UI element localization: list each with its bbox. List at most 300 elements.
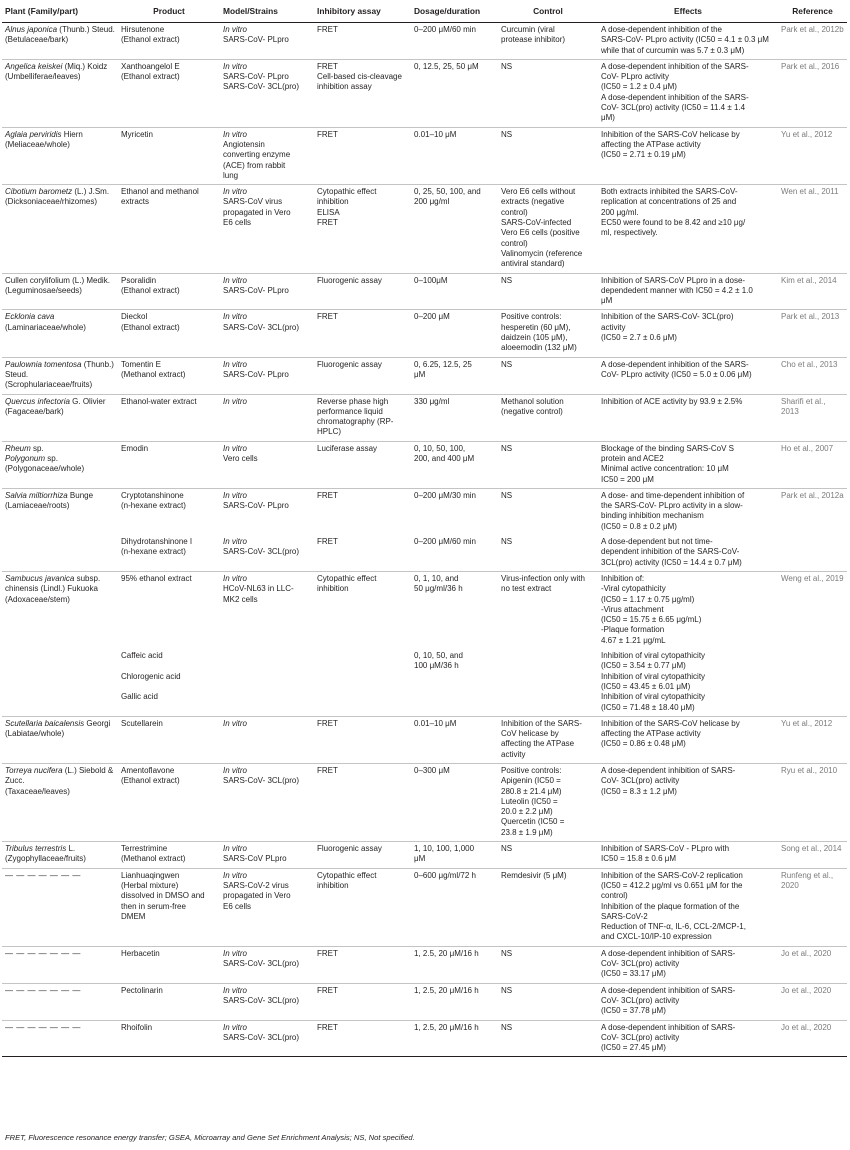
dosage-line: 0–200 μM/60 min — [414, 25, 495, 35]
effects-line: SARS-CoV-2 — [601, 912, 775, 922]
effects-line: A dose-dependent inhibition of SARS- — [601, 1023, 775, 1033]
cell-dosage — [411, 394, 498, 441]
assay-line: Fluorogenic assay — [317, 276, 408, 286]
effects-line: (IC50 = 37.78 μM) — [601, 1006, 775, 1016]
cell-model — [220, 488, 314, 535]
control-line: 23.8 ± 1.9 μM) — [501, 828, 595, 838]
table-row — [2, 488, 847, 535]
product-line: Xanthoangelol E — [121, 62, 217, 72]
cell-control — [498, 394, 598, 441]
cell-control — [498, 946, 598, 983]
control-line: protease inhibitor) — [501, 35, 595, 45]
cell-plant — [2, 59, 118, 127]
cell-effects — [598, 946, 778, 983]
cell-effects — [598, 357, 778, 394]
control-line: NS — [501, 537, 595, 547]
cell-control — [498, 441, 598, 488]
model-invitro: In vitro — [223, 397, 311, 407]
effects-line: Inhibition of viral cytopathicity — [601, 651, 775, 661]
assay-line: FRET — [317, 25, 408, 35]
effects-line: replication at concentrations of 25 and — [601, 197, 775, 207]
plant-family: (Scrophulariaceae/fruits) — [5, 380, 115, 390]
dosage-line: 200 μg/ml — [414, 197, 495, 207]
effects-line: (IC50 = 412.2 μg/ml vs 0.651 μM for the — [601, 881, 775, 891]
reference-link: Park et al., 2012a — [778, 488, 847, 535]
plant-dash: — — — — — — — — [5, 871, 115, 881]
plant-author: (Thunb.) Steud. — [5, 360, 114, 379]
cell-dosage — [411, 185, 498, 273]
dosage-line: 1, 2.5, 20 μM/16 h — [414, 1023, 495, 1033]
effects-line: -Viral cytopathicity — [601, 584, 775, 594]
model-line: propagated in Vero — [223, 208, 311, 218]
reference-link: Song et al., 2014 — [778, 842, 847, 869]
cell-assay — [314, 571, 411, 649]
cell-assay — [314, 310, 411, 357]
control-line: Inhibition of the SARS- — [501, 719, 595, 729]
dosage-line: 0–200 μM/30 min — [414, 491, 495, 501]
cell-dosage — [411, 310, 498, 357]
cell-assay — [314, 488, 411, 535]
effects-line: SARS-CoV- PLpro activity (IC50 = 4.1 ± 0.3 μM — [601, 35, 775, 45]
cell-product — [118, 649, 220, 716]
plant-name-line — [5, 574, 115, 595]
cell-assay — [314, 868, 411, 946]
cell-effects — [598, 1020, 778, 1057]
cell-dosage — [411, 946, 498, 983]
cell-effects — [598, 23, 778, 60]
effects-line: ml, respectively. — [601, 228, 775, 238]
cell-model — [220, 127, 314, 184]
cell-dosage — [411, 357, 498, 394]
cell-product — [118, 535, 220, 571]
plant-name-line — [5, 397, 115, 407]
plant-name: Cibotium barometz — [5, 187, 72, 196]
model-line: SARS-CoV- PLpro — [223, 72, 311, 82]
header-assay: Inhibitory assay — [314, 3, 411, 23]
effects-line: (IC50 = 43.45 ± 6.01 μM) — [601, 682, 775, 692]
cell-control — [498, 185, 598, 273]
plant-family: (Meliaceae/whole) — [5, 140, 115, 150]
table-row — [2, 571, 847, 649]
effects-line: activity — [601, 323, 775, 333]
model-line: SARS-CoV- PLpro — [223, 286, 311, 296]
model-line: Angiotensin — [223, 140, 311, 150]
model-invitro: In vitro — [223, 360, 311, 370]
cell-assay — [314, 394, 411, 441]
model-line: propagated in Vero — [223, 891, 311, 901]
effects-line: control) — [601, 891, 775, 901]
dosage-line: 50 μg/ml/36 h — [414, 584, 495, 594]
plant-name: Tribulus terrestris — [5, 844, 66, 853]
model-invitro: In vitro — [223, 574, 311, 584]
effects-line: 4.67 ± 1.21 μg/mL — [601, 636, 775, 646]
cell-effects — [598, 394, 778, 441]
cell-dosage — [411, 716, 498, 763]
control-line: NS — [501, 844, 595, 854]
effects-line: (IC50 = 71.48 ± 18.40 μM) — [601, 703, 775, 713]
dosage-line: μM — [414, 370, 495, 380]
effects-line: (IC50 = 1.17 ± 0.75 μg/ml) — [601, 595, 775, 605]
cell-dosage — [411, 1020, 498, 1057]
assay-line: Cytopathic effect — [317, 574, 408, 584]
control-line: Positive controls: — [501, 766, 595, 776]
control-line: aloeemodin (132 μM) — [501, 343, 595, 353]
assay-line: FRET — [317, 130, 408, 140]
effects-line: A dose-dependent inhibition of SARS- — [601, 766, 775, 776]
cell-product — [118, 1020, 220, 1057]
model-invitro: In vitro — [223, 871, 311, 881]
cell-plant — [2, 310, 118, 357]
effects-line: Inhibition of the SARS-CoV-2 replication — [601, 871, 775, 881]
effects-line: (IC50 = 0.86 ± 0.48 μM) — [601, 739, 775, 749]
control-line: NS — [501, 360, 595, 370]
assay-line: Fluorogenic assay — [317, 360, 408, 370]
assay-line: performance liquid — [317, 407, 408, 417]
plant-family: (Fagaceae/bark) — [5, 407, 115, 417]
assay-line: HPLC) — [317, 427, 408, 437]
control-line: Curcumin (viral — [501, 25, 595, 35]
effects-line: CoV- 3CL(pro) activity — [601, 776, 775, 786]
control-line: NS — [501, 986, 595, 996]
product-line: Myricetin — [121, 130, 217, 140]
cell-plant — [2, 716, 118, 763]
cell-plant — [2, 127, 118, 184]
product-line: Gallic acid — [121, 692, 217, 702]
plant-author: (Miq.) Koidz — [65, 62, 108, 71]
control-line: Vero E6 cells without — [501, 187, 595, 197]
product-line: (Ethanol extract) — [121, 323, 217, 333]
reference-link: Ho et al., 2007 — [778, 441, 847, 488]
effects-line: A dose-dependent inhibition of SARS- — [601, 949, 775, 959]
control-line: 280.8 ± 21.4 μM) — [501, 787, 595, 797]
plant-name-line — [5, 719, 115, 729]
cell-product — [118, 310, 220, 357]
control-line: Quercetin (IC50 = — [501, 817, 595, 827]
cell-plant — [2, 185, 118, 273]
reference-link: Cho et al., 2013 — [778, 357, 847, 394]
cell-plant — [2, 649, 118, 716]
product-line: Cryptotanshinone — [121, 491, 217, 501]
reference-link: Yu et al., 2012 — [778, 127, 847, 184]
control-line: NS — [501, 62, 595, 72]
product-line: then in serum-free — [121, 902, 217, 912]
plant-name-line — [5, 766, 115, 787]
plant-author: sp. — [47, 454, 58, 463]
cell-model — [220, 310, 314, 357]
product-line: (n-hexane extract) — [121, 547, 217, 557]
product-line: Ethanol and methanol — [121, 187, 217, 197]
effects-line: Inhibition of ACE activity by 93.9 ± 2.5% — [601, 397, 775, 407]
model-invitro: In vitro — [223, 844, 311, 854]
cell-assay — [314, 649, 411, 716]
cell-model — [220, 441, 314, 488]
effects-line: CoV- PLpro activity (IC50 = 5.0 ± 0.06 μM) — [601, 370, 775, 380]
product-line: Psoralidin — [121, 276, 217, 286]
model-line: converting enzyme — [223, 150, 311, 160]
dosage-line: 0–200 μM — [414, 312, 495, 322]
cell-dosage — [411, 273, 498, 310]
reference-link: Yu et al., 2012 — [778, 716, 847, 763]
product-line: Dieckol — [121, 312, 217, 322]
cell-product — [118, 488, 220, 535]
model-line: MK2 cells — [223, 595, 311, 605]
cell-plant — [2, 842, 118, 869]
model-line: E6 cells — [223, 218, 311, 228]
product-line: (Methanol extract) — [121, 854, 217, 864]
cell-control — [498, 357, 598, 394]
effects-line: CoV- PLpro activity — [601, 72, 775, 82]
reference-link: Ryu et al., 2010 — [778, 764, 847, 842]
cell-dosage — [411, 535, 498, 571]
plant-author: Bunge — [70, 491, 93, 500]
cell-model — [220, 649, 314, 716]
effects-line: (IC50 = 33.17 μM) — [601, 969, 775, 979]
product-line: Lianhuaqingwen — [121, 871, 217, 881]
cell-effects — [598, 488, 778, 535]
control-line: daidzein (105 μM), — [501, 333, 595, 343]
effects-line: 200 μg/ml. — [601, 208, 775, 218]
model-invitro: In vitro — [223, 537, 311, 547]
cell-product — [118, 127, 220, 184]
reference-link: Jo et al., 2020 — [778, 1020, 847, 1057]
table-row — [2, 185, 847, 273]
cell-effects — [598, 185, 778, 273]
plant-name-line — [5, 62, 115, 72]
cell-control — [498, 983, 598, 1020]
cell-assay — [314, 357, 411, 394]
dosage-line: 0, 1, 10, and — [414, 574, 495, 584]
effects-line: protein and ACE2 — [601, 454, 775, 464]
plant-author: (L.) Siebold & Zucc. — [5, 766, 113, 785]
effects-line: Inhibition of viral cytopathicity — [601, 672, 775, 682]
control-line: Apigenin (IC50 = — [501, 776, 595, 786]
antiviral-plants-table — [2, 3, 847, 1057]
cell-product — [118, 23, 220, 60]
cell-assay — [314, 1020, 411, 1057]
plant-author: (Thunb.) Steud. — [59, 25, 115, 34]
cell-plant — [2, 535, 118, 571]
cell-assay — [314, 842, 411, 869]
model-invitro: In vitro — [223, 766, 311, 776]
effects-line: Inhibition of viral cytopathicity — [601, 692, 775, 702]
effects-line: -Plaque formation — [601, 625, 775, 635]
product-line: (Methanol extract) — [121, 370, 217, 380]
effects-line: EC50 were found to be 8.42 and ≥10 μg/ — [601, 218, 775, 228]
effects-line: Minimal active concentration: 10 μM — [601, 464, 775, 474]
plant-name-line — [5, 25, 115, 35]
reference-link: Weng et al., 2019 — [778, 571, 847, 649]
effects-line: Inhibition of SARS-CoV - PLpro with — [601, 844, 775, 854]
table-row — [2, 127, 847, 184]
control-line: activity — [501, 750, 595, 760]
product-line: Scutellarein — [121, 719, 217, 729]
table-row — [2, 946, 847, 983]
table-row — [2, 764, 847, 842]
plant-name: Salvia miltiorrhiza — [5, 491, 68, 500]
reference-link: Kim et al., 2014 — [778, 273, 847, 310]
cell-model — [220, 535, 314, 571]
cell-model — [220, 868, 314, 946]
product-line: (Ethanol extract) — [121, 72, 217, 82]
dosage-line: 0–100μM — [414, 276, 495, 286]
dosage-line: 0, 12.5, 25, 50 μM — [414, 62, 495, 72]
plant-author: G. Olivier — [72, 397, 105, 406]
cell-effects — [598, 571, 778, 649]
plant-name-line — [5, 276, 115, 286]
cell-plant — [2, 394, 118, 441]
plant-family: (Laminariaceae/whole) — [5, 323, 115, 333]
cell-dosage — [411, 983, 498, 1020]
effects-line: Inhibition of: — [601, 574, 775, 584]
cell-control — [498, 1020, 598, 1057]
plant-author: Georgi — [86, 719, 110, 728]
control-line: antiviral standard) — [501, 259, 595, 269]
cell-product — [118, 273, 220, 310]
cell-assay — [314, 716, 411, 763]
effects-line: Reduction of TNF-α, IL-6, CCL-2/MCP-1, — [601, 922, 775, 932]
table-row — [2, 394, 847, 441]
reference-link: Park et al., 2012b — [778, 23, 847, 60]
reference-link: Sharifi et al., 2013 — [778, 394, 847, 441]
model-line: SARS-CoV- 3CL(pro) — [223, 547, 311, 557]
product-line: (Ethanol extract) — [121, 286, 217, 296]
reference-link — [778, 535, 847, 571]
assay-line: inhibition — [317, 197, 408, 207]
assay-line: FRET — [317, 719, 408, 729]
cell-control — [498, 535, 598, 571]
cell-product — [118, 946, 220, 983]
cell-control — [498, 649, 598, 716]
effects-line: and CXCL-10/IP-10 expression — [601, 932, 775, 942]
control-line: NS — [501, 276, 595, 286]
assay-line: FRET — [317, 491, 408, 501]
product-line — [121, 661, 217, 671]
model-invitro: In vitro — [223, 986, 311, 996]
table-row — [2, 868, 847, 946]
plant-name-line — [5, 491, 115, 501]
dosage-line: 330 μg/ml — [414, 397, 495, 407]
effects-line: Inhibition of the SARS-CoV helicase by — [601, 719, 775, 729]
plant-name: Rheum — [5, 444, 31, 453]
cell-effects — [598, 127, 778, 184]
plant-name-line — [5, 130, 115, 140]
control-line: (negative control) — [501, 407, 595, 417]
product-line: Rhoifolin — [121, 1023, 217, 1033]
plant-dash: — — — — — — — — [5, 949, 115, 959]
dosage-line: 0, 25, 50, 100, and — [414, 187, 495, 197]
assay-line: inhibition — [317, 881, 408, 891]
control-line: Vero E6 cells (positive — [501, 228, 595, 238]
model-invitro: In vitro — [223, 25, 311, 35]
control-line: Remdesivir (5 μM) — [501, 871, 595, 881]
dosage-line: 0, 6.25, 12.5, 25 — [414, 360, 495, 370]
dosage-line: 0–300 μM — [414, 766, 495, 776]
cell-assay — [314, 535, 411, 571]
plant-author: L. — [68, 844, 75, 853]
assay-line: FRET — [317, 537, 408, 547]
plant-family: (Adoxaceae/stem) — [5, 595, 115, 605]
reference-link: Wen et al., 2011 — [778, 185, 847, 273]
effects-line: μM) — [601, 113, 775, 123]
control-line: NS — [501, 444, 595, 454]
model-line: SARS-CoV- 3CL(pro) — [223, 82, 311, 92]
plant-family: (Taxaceae/leaves) — [5, 787, 115, 797]
cell-product — [118, 357, 220, 394]
product-line: Dihydrotanshinone I — [121, 537, 217, 547]
plant-family: (Leguminosae/seeds) — [5, 286, 115, 296]
model-invitro: In vitro — [223, 312, 311, 322]
plant-author: Cullen corylifolium (L.) Medik. — [5, 276, 110, 285]
cell-dosage — [411, 571, 498, 649]
cell-model — [220, 394, 314, 441]
cell-effects — [598, 535, 778, 571]
dosage-line: 0–600 μg/ml/72 h — [414, 871, 495, 881]
plant-name: Torreya nucifera — [5, 766, 63, 775]
dosage-line: 0, 10, 50, 100, — [414, 444, 495, 454]
model-line: HCoV-NL63 in LLC- — [223, 584, 311, 594]
cell-dosage — [411, 441, 498, 488]
product-line: (n-hexane extract) — [121, 501, 217, 511]
cell-dosage — [411, 488, 498, 535]
assay-line: inhibition assay — [317, 82, 408, 92]
assay-line: FRET — [317, 312, 408, 322]
header-row — [2, 3, 847, 23]
model-line: SARS-CoV- 3CL(pro) — [223, 1033, 311, 1043]
effects-line: the SARS-CoV- PLpro activity in a slow- — [601, 501, 775, 511]
control-line: Luteolin (IC50 = — [501, 797, 595, 807]
assay-line: FRET — [317, 766, 408, 776]
cell-assay — [314, 983, 411, 1020]
plant-author: (L.) J.Sm. — [74, 187, 109, 196]
cell-plant — [2, 868, 118, 946]
dosage-line: 0–200 μM/60 min — [414, 537, 495, 547]
cell-assay — [314, 441, 411, 488]
cell-model — [220, 1020, 314, 1057]
effects-line: CoV- 3CL(pro) activity — [601, 996, 775, 1006]
assay-line: Cell-based cis-cleavage — [317, 72, 408, 82]
cell-product — [118, 868, 220, 946]
cell-dosage — [411, 868, 498, 946]
cell-control — [498, 488, 598, 535]
product-line — [121, 682, 217, 692]
cell-plant — [2, 764, 118, 842]
cell-assay — [314, 59, 411, 127]
control-line: control) — [501, 239, 595, 249]
effects-line: -Virus attachment — [601, 605, 775, 615]
product-line: Pectolinarin — [121, 986, 217, 996]
plant-family: (Lamiaceae/roots) — [5, 501, 115, 511]
control-line: control) — [501, 208, 595, 218]
model-line: SARS-CoV- PLpro — [223, 501, 311, 511]
plant-family: (Umbelliferae/leaves) — [5, 72, 115, 82]
plant-name: Paulownia tomentosa — [5, 360, 82, 369]
product-line: (Ethanol extract) — [121, 776, 217, 786]
effects-line: CoV- 3CL(pro) activity — [601, 959, 775, 969]
header-product: Product — [118, 3, 220, 23]
control-line: extracts (negative — [501, 197, 595, 207]
cell-model — [220, 764, 314, 842]
effects-line: A dose-dependent inhibition of the — [601, 25, 775, 35]
plant-family: (Dicksoniaceae/rhizomes) — [5, 197, 115, 207]
cell-control — [498, 571, 598, 649]
effects-line: dependent inhibition of the SARS-CoV- — [601, 547, 775, 557]
table-row — [2, 357, 847, 394]
cell-model — [220, 185, 314, 273]
assay-line: FRET — [317, 1023, 408, 1033]
effects-line: A dose-dependent but not time- — [601, 537, 775, 547]
cell-plant — [2, 1020, 118, 1057]
cell-effects — [598, 868, 778, 946]
